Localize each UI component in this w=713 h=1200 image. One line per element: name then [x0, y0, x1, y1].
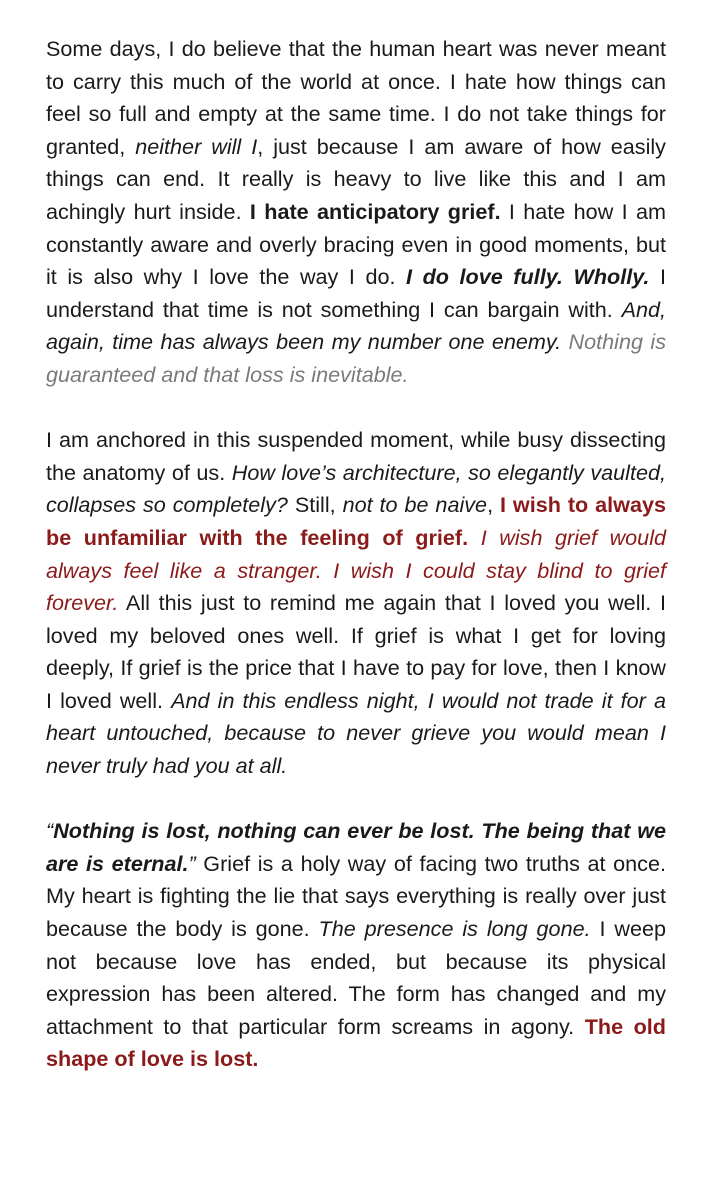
- paragraph-1: [46, 33, 666, 392]
- segment: neither will I: [135, 133, 258, 159]
- segment: And in this endless night, I would not trade it for a heart untouched, because to never grieve you would mean I never truly had you at all.: [46, 687, 666, 779]
- segment: All this just to remind me again that I loved you well. I loved my beloved ones well. If grief is what I get for loving deeply, If grief is the price that I have to pay for love, then I know I loved well.: [46, 590, 666, 713]
- segment: , just because I am aware of how easily things can end. It really is heavy to live like this and I am achingly hurt inside.: [46, 133, 666, 224]
- segment: Nothing is lost, nothing can ever be lost. The being that we are is eternal.: [46, 818, 666, 876]
- segment: I wish to always be unfamiliar with the feeling of grief.: [46, 492, 667, 550]
- segment: I weep not because love has ended, but because its physical expression has been altered. The form has changed and my attachment to that particular form screams in agony.: [46, 916, 666, 1039]
- segment: “: [46, 818, 54, 844]
- segment: not to be naive: [342, 492, 488, 518]
- segment: ”: [188, 850, 196, 876]
- segment: The old shape of love is lost.: [46, 1013, 666, 1072]
- document-body: [46, 33, 666, 1076]
- segment: I hate anticipatory grief.: [249, 198, 501, 224]
- paragraph-2: [46, 424, 666, 783]
- segment: [561, 329, 568, 354]
- segment: I am anchored in this suspended moment, while busy dissecting the anatomy of us.: [46, 427, 666, 485]
- segment: Nothing is guaranteed and that loss is inevitable.: [46, 329, 666, 387]
- segment: I hate how I am constantly aware and overly bracing even in good moments, but it is also why I love the way I do.: [46, 198, 666, 290]
- segment: [468, 525, 481, 550]
- segment: Still,: [287, 492, 343, 518]
- segment: How love’s architecture, so elegantly vaulted, collapses so completely?: [46, 459, 666, 518]
- segment: Grief is a holy way of facing two truths at once. My heart is fighting the lie that says everything is really over just because the body is gone.: [46, 850, 666, 942]
- segment: The presence is long gone.: [318, 916, 591, 942]
- segment: Some days, I do believe that the human heart was never meant to carry this much of the world at once. I hate how things can feel so full and empty at the same time. I do not take things for granted,: [46, 36, 666, 159]
- segment: I understand that time is not something I can bargain with.: [46, 264, 666, 322]
- segment: ,: [487, 492, 500, 518]
- segment: I do love fully. Wholly.: [406, 264, 650, 290]
- segment: I wish grief would always feel like a stranger. I wish I could stay blind to grief forever.: [46, 524, 667, 616]
- paragraph-3: [46, 815, 666, 1076]
- segment: And, again, time has always been my number one enemy.: [46, 296, 666, 355]
